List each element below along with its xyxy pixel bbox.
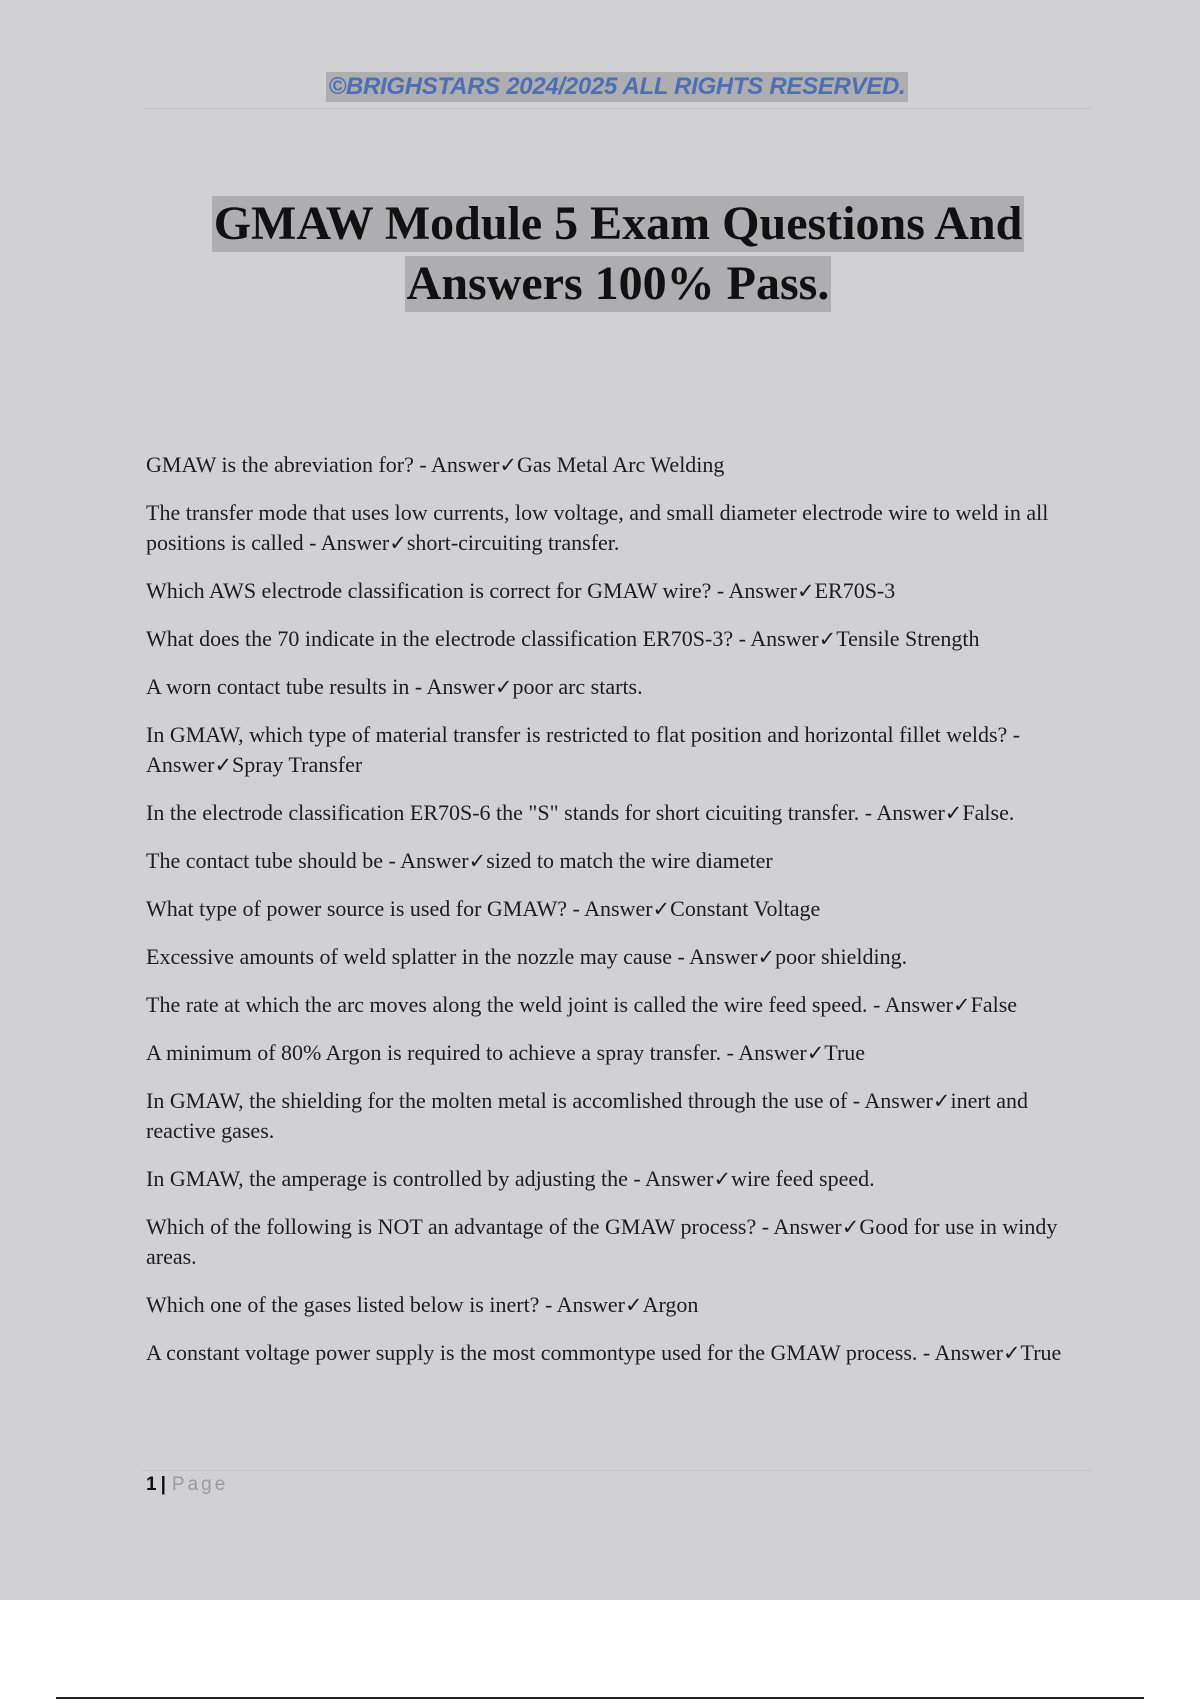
question-text: A constant voltage power supply is the most commontype used for the GMAW process. - bbox=[146, 1340, 935, 1365]
qa-item bbox=[146, 1086, 1096, 1146]
question-text: In GMAW, which type of material transfer is restricted to flat position and horizontal fillet welds? - bbox=[146, 722, 1021, 747]
question-text: In GMAW, the shielding for the molten metal is accomlished through the use of - bbox=[146, 1088, 865, 1113]
answer-text: short-circuiting transfer. bbox=[406, 530, 620, 555]
check-icon: ✓ bbox=[652, 897, 671, 921]
answer-marker: Answer bbox=[400, 848, 469, 873]
qa-item bbox=[146, 846, 1096, 876]
answer-marker: Answer bbox=[430, 452, 500, 477]
question-text: Excessive amounts of weld splatter in the nozzle may cause - bbox=[146, 944, 690, 969]
answer-text: Spray Transfer bbox=[232, 752, 363, 777]
check-icon: ✓ bbox=[499, 453, 518, 477]
answer-marker: Answer bbox=[934, 1340, 1003, 1365]
question-text: A worn contact tube results in - bbox=[146, 674, 427, 699]
question-text: In the electrode classification ER70S-6 the "S" stands for short cicuiting transfer. - bbox=[146, 800, 877, 825]
answer-marker: Answer bbox=[876, 800, 945, 825]
answer-text: False. bbox=[962, 800, 1015, 825]
document-title bbox=[143, 196, 1093, 316]
question-text: Which of the following is NOT an advantage of the GMAW process? - bbox=[146, 1214, 774, 1239]
question-text: The transfer mode that uses low currents, low voltage, and small diameter electrode wire to weld in all positions is called - bbox=[146, 500, 1049, 555]
answer-text: poor shielding. bbox=[775, 944, 908, 969]
check-icon: ✓ bbox=[806, 1041, 825, 1065]
page-header bbox=[0, 72, 1200, 102]
qa-item bbox=[146, 576, 1096, 606]
question-text: What type of power source is used for GMAW? - bbox=[146, 896, 585, 921]
question-answer-list bbox=[146, 450, 1096, 1386]
qa-item bbox=[146, 624, 1096, 654]
answer-marker: Answer bbox=[584, 896, 653, 921]
page-footer bbox=[146, 1474, 228, 1496]
answer-text: Gas Metal Arc Welding bbox=[517, 452, 725, 477]
answer-marker: Answer bbox=[645, 1166, 714, 1191]
check-icon: ✓ bbox=[389, 531, 407, 555]
answer-text: wire feed speed. bbox=[731, 1166, 875, 1191]
answer-marker: Answer bbox=[738, 1040, 807, 1065]
question-text: GMAW is the abreviation for? - bbox=[146, 452, 431, 477]
qa-item bbox=[146, 1338, 1096, 1368]
question-text: Which AWS electrode classification is correct for GMAW wire? - bbox=[146, 578, 729, 603]
check-icon: ✓ bbox=[932, 1089, 951, 1113]
page-label: Page bbox=[171, 1474, 229, 1495]
question-text: What does the 70 indicate in the electrode classification ER70S-3? - bbox=[146, 626, 751, 651]
check-icon: ✓ bbox=[494, 675, 513, 699]
answer-marker: Answer bbox=[146, 752, 215, 777]
answer-text: inert and reactive gases. bbox=[146, 1088, 1029, 1143]
answer-text: Argon bbox=[642, 1292, 699, 1317]
answer-marker: Answer bbox=[556, 1292, 625, 1317]
qa-item bbox=[146, 798, 1096, 828]
question-text: The rate at which the arc moves along the weld joint is called the wire feed speed. - bbox=[146, 992, 885, 1017]
check-icon: ✓ bbox=[841, 1215, 860, 1239]
bottom-border-line bbox=[56, 1697, 1144, 1699]
answer-text: Tensile Strength bbox=[836, 626, 980, 651]
check-icon: ✓ bbox=[214, 753, 233, 777]
copyright-notice: ©BRIGHSTARS 2024/2025 ALL RIGHTS RESERVED. bbox=[326, 72, 909, 102]
answer-text: poor arc starts. bbox=[512, 674, 643, 699]
qa-item bbox=[146, 990, 1096, 1020]
qa-item bbox=[146, 1038, 1096, 1068]
check-icon: ✓ bbox=[1002, 1341, 1021, 1365]
answer-marker: Answer bbox=[884, 992, 953, 1017]
qa-item bbox=[146, 894, 1096, 924]
answer-text: ER70S-3 bbox=[814, 578, 896, 603]
title-line-1: GMAW Module 5 Exam Questions And bbox=[213, 197, 1023, 250]
qa-item bbox=[146, 498, 1096, 558]
qa-item bbox=[146, 1164, 1096, 1194]
page-separator: | bbox=[160, 1474, 166, 1495]
answer-marker: Answer bbox=[728, 578, 797, 603]
answer-text: True bbox=[1020, 1340, 1062, 1365]
check-icon: ✓ bbox=[796, 579, 815, 603]
answer-text: False bbox=[970, 992, 1018, 1017]
check-icon: ✓ bbox=[713, 1167, 732, 1191]
answer-text: True bbox=[824, 1040, 866, 1065]
footer-divider bbox=[143, 1470, 1093, 1471]
answer-marker: Answer bbox=[426, 674, 495, 699]
check-icon: ✓ bbox=[818, 627, 837, 651]
answer-marker: Answer bbox=[773, 1214, 842, 1239]
qa-item bbox=[146, 672, 1096, 702]
answer-marker: Answer bbox=[320, 530, 390, 555]
qa-item bbox=[146, 1212, 1096, 1272]
question-text: A minimum of 80% Argon is required to achieve a spray transfer. - bbox=[146, 1040, 739, 1065]
qa-item bbox=[146, 450, 1096, 480]
check-icon: ✓ bbox=[757, 945, 776, 969]
answer-marker: Answer bbox=[864, 1088, 933, 1113]
check-icon: ✓ bbox=[468, 849, 487, 873]
title-line-2: Answers 100% Pass. bbox=[406, 257, 830, 310]
check-icon: ✓ bbox=[944, 801, 963, 825]
answer-text: sized to match the wire diameter bbox=[486, 848, 773, 873]
qa-item bbox=[146, 720, 1096, 780]
page-number: 1 bbox=[146, 1474, 157, 1495]
header-divider bbox=[143, 108, 1093, 109]
check-icon: ✓ bbox=[953, 993, 971, 1017]
qa-item bbox=[146, 942, 1096, 972]
check-icon: ✓ bbox=[625, 1293, 643, 1317]
question-text: In GMAW, the amperage is controlled by adjusting the - bbox=[146, 1166, 646, 1191]
answer-text: Constant Voltage bbox=[670, 896, 821, 921]
question-text: The contact tube should be - bbox=[146, 848, 401, 873]
answer-text: Good for use in windy areas. bbox=[146, 1214, 1058, 1269]
answer-marker: Answer bbox=[689, 944, 758, 969]
qa-item bbox=[146, 1290, 1096, 1320]
question-text: Which one of the gases listed below is inert? - bbox=[146, 1292, 557, 1317]
answer-marker: Answer bbox=[750, 626, 819, 651]
